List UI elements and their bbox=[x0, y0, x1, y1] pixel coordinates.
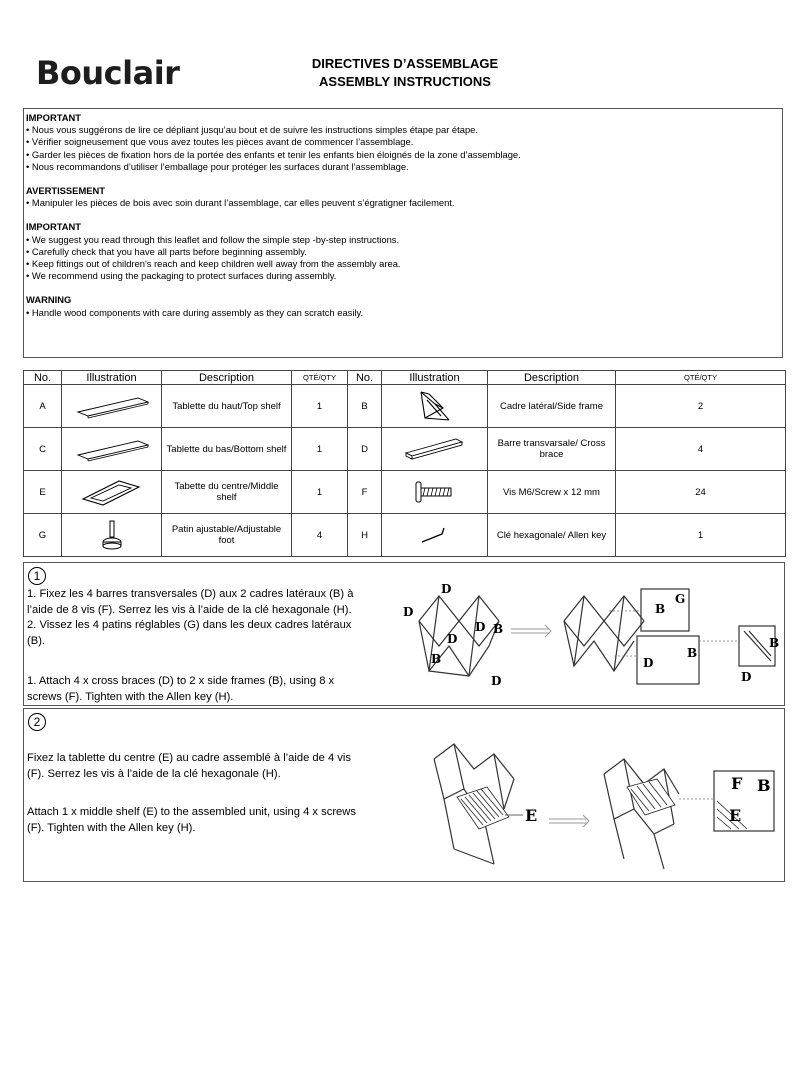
table-row bbox=[24, 385, 786, 428]
diagram-label-e: E bbox=[525, 806, 538, 825]
note-line: • Keep fittings out of children's reach and keep children well away from the assembly area. bbox=[26, 258, 401, 270]
part-no: B bbox=[348, 385, 382, 428]
note-line: • Nous recommandons d’utiliser l’emballage pour protéger les surfaces durant l’assemblage. bbox=[26, 160, 409, 172]
step-2-text-en bbox=[27, 805, 356, 836]
diagram-label-b: B bbox=[655, 602, 666, 616]
diagram-label-g: G bbox=[675, 592, 686, 606]
part-qty: 1 bbox=[616, 514, 786, 557]
note-line: • Vérifier soigneusement que vous avez toutes les pièces avant de commencer l’assemblage. bbox=[26, 136, 414, 148]
bottom-shelf-icon bbox=[62, 428, 162, 471]
warning-en-heading: WARNING bbox=[26, 294, 72, 306]
part-no: H bbox=[348, 514, 382, 557]
diagram-label-d: D bbox=[491, 674, 502, 688]
col-header-qty: QTÉ/QTY bbox=[616, 371, 786, 385]
title-en: ASSEMBLY INSTRUCTIONS bbox=[319, 74, 491, 89]
step-2-panel bbox=[23, 708, 785, 882]
part-qty: 1 bbox=[292, 471, 348, 514]
part-description: Patin ajustable/Adjustable foot bbox=[162, 514, 292, 557]
step-1-text-en bbox=[27, 674, 334, 705]
part-description: Clé hexagonale/ Allen key bbox=[488, 514, 616, 557]
allen-key-icon bbox=[382, 514, 488, 557]
col-header-no: No. bbox=[348, 371, 382, 385]
diagram-label-d: D bbox=[403, 605, 414, 619]
diagram-label-b: B bbox=[687, 646, 698, 660]
part-no: G bbox=[24, 514, 62, 557]
part-description: Vis M6/Screw x 12 mm bbox=[488, 471, 616, 514]
part-no: E bbox=[24, 471, 62, 514]
part-no: F bbox=[348, 471, 382, 514]
text-line: 2. Vissez les 4 patins réglables (G) dans les deux cadres latéraux bbox=[27, 619, 352, 631]
text-line: l’aide de 8 vis (F). Serrez les vis à l’aide de la clé hexagonale (H). bbox=[27, 603, 352, 616]
diagram-label-f: F bbox=[731, 774, 743, 793]
note-line: • Handle wood components with care during assembly as they can scratch easily. bbox=[26, 306, 364, 318]
diagram-label-d: D bbox=[475, 620, 486, 634]
text-line: (F). Serrez les vis à l’aide de la clé hexagonale (H). bbox=[27, 767, 281, 780]
step-number: 1 bbox=[28, 567, 46, 585]
part-no: C bbox=[24, 428, 62, 471]
top-shelf-icon bbox=[62, 385, 162, 428]
side-frame-icon bbox=[382, 385, 488, 428]
note-line: • Manipuler les pièces de bois avec soin durant l’assemblage, car elles peuvent s’égratigner facilement. bbox=[26, 197, 455, 209]
warning-fr-heading: AVERTISSEMENT bbox=[26, 185, 105, 197]
part-no: A bbox=[24, 385, 62, 428]
part-qty: 2 bbox=[616, 385, 786, 428]
text-line: Fixez la tablette du centre (E) au cadre assemblé à l’aide de 4 vis bbox=[27, 752, 351, 764]
diagram-label-d: D bbox=[741, 670, 752, 684]
cross-brace-icon bbox=[382, 428, 488, 471]
text-line: Attach 1 x middle shelf (E) to the assembled unit, using 4 x screws bbox=[27, 806, 356, 818]
diagram-label-b: B bbox=[757, 776, 771, 795]
diagram-label-e: E bbox=[729, 806, 742, 825]
step-2-text-fr bbox=[27, 751, 351, 782]
safety-notes bbox=[23, 108, 783, 358]
part-qty: 24 bbox=[616, 471, 786, 514]
step-1-panel bbox=[23, 562, 785, 706]
table-row bbox=[24, 428, 786, 471]
part-qty: 1 bbox=[292, 428, 348, 471]
col-header-description: Description bbox=[488, 371, 616, 385]
text-line: 1. Attach 4 x cross braces (D) to 2 x side frames (B), using 8 x bbox=[27, 675, 335, 687]
important-fr-heading: IMPORTANT bbox=[26, 112, 82, 123]
part-description: Tablette du haut/Top shelf bbox=[162, 385, 292, 428]
step-1-text-fr bbox=[27, 587, 353, 649]
part-no: D bbox=[348, 428, 382, 471]
col-header-description: Description bbox=[162, 371, 292, 385]
note-line: • We recommend using the packaging to protect surfaces during assembly. bbox=[26, 270, 337, 282]
text-line: screws (F). Tighten with the Allen key (H). bbox=[27, 690, 234, 703]
col-header-qty: QTÉ/QTY bbox=[292, 371, 348, 385]
table-row bbox=[24, 514, 786, 557]
text-line: (F). Tighten with the Allen key (H). bbox=[27, 821, 196, 834]
part-description: Cadre latéral/Side frame bbox=[488, 385, 616, 428]
diagram-label-b: B bbox=[769, 636, 779, 650]
document-title bbox=[290, 55, 520, 91]
note-line: • Carefully check that you have all parts before beginning assembly. bbox=[26, 245, 307, 257]
step-1-diagram bbox=[399, 581, 779, 701]
part-description: Tablette du bas/Bottom shelf bbox=[162, 428, 292, 471]
table-header-row bbox=[24, 371, 786, 385]
diagram-label-d: D bbox=[447, 632, 458, 646]
adjustable-foot-icon bbox=[62, 514, 162, 557]
part-description: Tabette du centre/Middle shelf bbox=[162, 471, 292, 514]
title-fr: DIRECTIVES D’ASSEMBLAGE bbox=[311, 56, 499, 71]
col-header-illustration: Illustration bbox=[382, 371, 488, 385]
parts-table bbox=[23, 370, 786, 557]
diagram-label-b: B bbox=[431, 652, 442, 666]
text-line: 1. Fixez les 4 barres transversales (D) aux 2 cadres latéraux (B) à bbox=[27, 588, 354, 600]
text-line: (B). bbox=[27, 634, 46, 647]
part-description: Barre transvarsale/ Cross brace bbox=[488, 428, 616, 471]
diagram-label-b: B bbox=[493, 622, 504, 636]
diagram-label-d: D bbox=[441, 582, 452, 596]
screw-icon bbox=[382, 471, 488, 514]
col-header-illustration: Illustration bbox=[62, 371, 162, 385]
part-qty: 1 bbox=[292, 385, 348, 428]
part-qty: 4 bbox=[616, 428, 786, 471]
note-line: • We suggest you read through this leaflet and follow the simple step -by-step instructions. bbox=[26, 233, 400, 245]
middle-shelf-icon bbox=[62, 471, 162, 514]
step-2-diagram bbox=[409, 739, 779, 874]
note-line: • Garder les pièces de fixation hors de la portée des enfants et tenir les enfants bien éloignés de la zone d’assemblage. bbox=[26, 148, 521, 160]
step-number: 2 bbox=[28, 713, 46, 731]
part-qty: 4 bbox=[292, 514, 348, 557]
table-row bbox=[24, 471, 786, 514]
col-header-no: No. bbox=[24, 371, 62, 385]
brand-logo: Bouclair bbox=[36, 54, 180, 92]
note-line: • Nous vous suggérons de lire ce dépliant jusqu’au bout et de suivre les instructions simples étape par étape. bbox=[26, 124, 478, 136]
important-en-heading: IMPORTANT bbox=[26, 221, 82, 233]
diagram-label-d: D bbox=[643, 656, 654, 670]
